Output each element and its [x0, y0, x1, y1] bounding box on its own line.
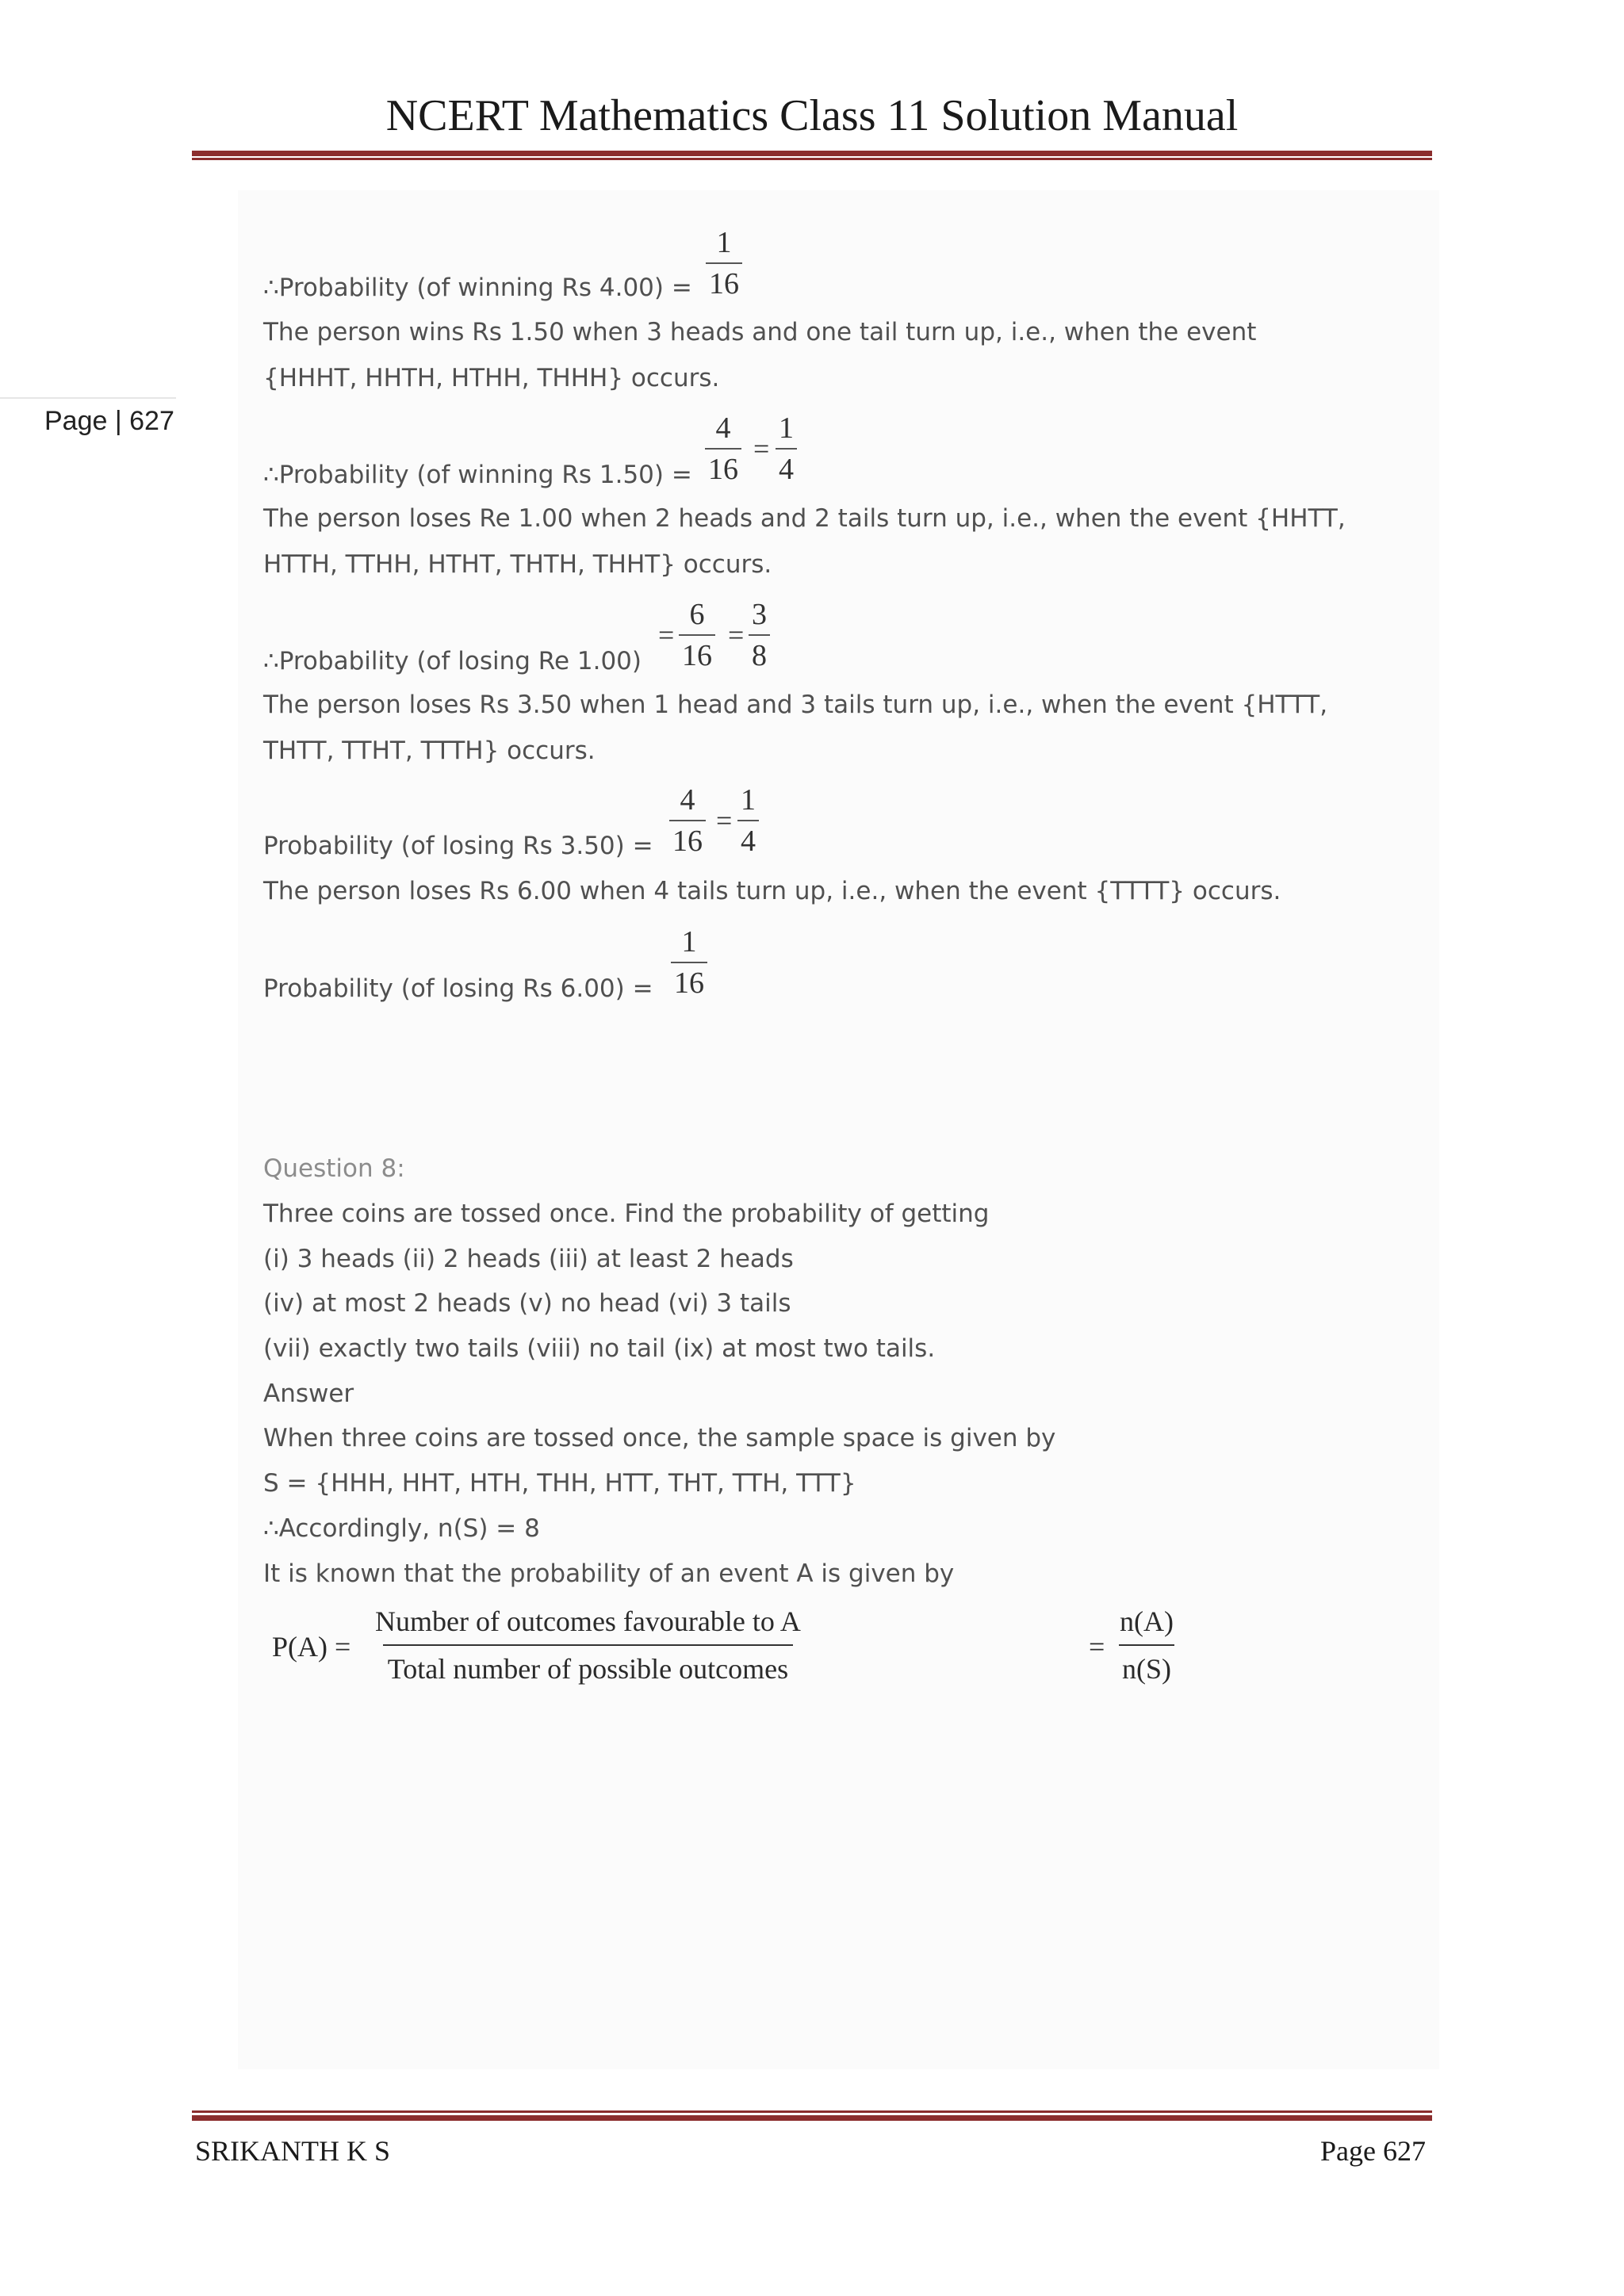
answer-label: Answer	[263, 1380, 354, 1408]
header-rule-thin	[192, 158, 1432, 160]
text-line-2: The person wins Rs 1.50 when 3 heads and one tail turn up, i.e., when the event	[263, 318, 1257, 346]
text-line-11: The person loses Rs 6.00 when 4 tails turn up, i.e., when the event {TTTT} occurs.	[263, 877, 1281, 905]
equals-sign-2: =	[753, 433, 770, 465]
answer-line-3: ∴Accordingly, n(S) = 8	[263, 1514, 540, 1543]
probability-line-1: ∴Probability (of winning Rs 4.00) =	[263, 274, 692, 302]
fraction-2a-numerator: 4	[715, 411, 731, 445]
equals-sign-3b: =	[728, 619, 745, 651]
fraction-3a-numerator: 6	[689, 598, 705, 631]
fraction-1	[706, 228, 742, 299]
fraction-3b-denominator: 8	[749, 634, 770, 671]
formula-fraction-2	[1116, 1605, 1177, 1686]
text-line-5: The person loses Re 1.00 when 2 heads and 2 tails turn up, i.e., when the event {HHTT,	[263, 504, 1346, 533]
footer-rule-thick	[192, 2115, 1432, 2121]
side-page-rule	[0, 397, 176, 399]
fraction-4a-denominator: 16	[669, 820, 706, 856]
fraction-3b	[749, 599, 770, 671]
answer-line-4: It is known that the probability of an event A is given by	[263, 1559, 955, 1588]
probability-line-2: ∴Probability (of winning Rs 1.50) =	[263, 461, 692, 489]
fraction-5-denominator: 16	[671, 962, 707, 998]
page-header-title: NCERT Mathematics Class 11 Solution Manual	[385, 91, 1239, 140]
answer-line-1: When three coins are tossed once, the sample space is given by	[263, 1424, 1056, 1452]
equals-sign-3a: =	[658, 619, 675, 651]
footer-page-number: Page 627	[1320, 2135, 1426, 2167]
fraction-4a	[669, 785, 706, 856]
fraction-2b	[776, 413, 797, 484]
fraction-1-numerator: 1	[716, 226, 732, 259]
equals-sign-4: =	[716, 805, 733, 836]
formula-denominator-1: Total number of possible outcomes	[383, 1644, 793, 1686]
fraction-4b-denominator: 4	[737, 820, 759, 856]
probability-line-3: ∴Probability (of losing Re 1.00)	[263, 647, 642, 675]
text-line-6: HTTH, TTHH, HTHT, THTH, THHT} occurs.	[263, 550, 772, 579]
answer-line-2: S = {HHH, HHT, HTH, THH, HTT, THT, TTH, TTT}	[263, 1469, 856, 1498]
formula-fraction-1	[370, 1605, 806, 1686]
question-line-4: (vii) exactly two tails (viii) no tail (ix) at most two tails.	[263, 1334, 936, 1363]
fraction-3b-numerator: 3	[752, 598, 767, 631]
probability-line-4: Probability (of losing Rs 3.50) =	[263, 832, 653, 860]
fraction-2a-denominator: 16	[705, 448, 741, 484]
fraction-2b-numerator: 1	[779, 411, 794, 445]
fraction-1-denominator: 16	[706, 262, 742, 299]
fraction-4a-numerator: 4	[680, 783, 695, 817]
formula-equals: =	[1089, 1631, 1105, 1663]
fraction-4b-numerator: 1	[741, 783, 756, 817]
fraction-5	[671, 927, 707, 998]
fraction-3a-denominator: 16	[679, 634, 715, 671]
formula-denominator-2: n(S)	[1119, 1644, 1174, 1686]
formula-lhs: P(A) =	[272, 1631, 351, 1663]
formula-numerator-2: n(A)	[1120, 1605, 1174, 1637]
footer-author: SRIKANTH K S	[195, 2135, 391, 2167]
fraction-2a	[705, 413, 741, 484]
question-line-1: Three coins are tossed once. Find the probability of getting	[263, 1200, 990, 1228]
header-rule-thick	[192, 151, 1432, 156]
formula-numerator-1: Number of outcomes favourable to A	[375, 1605, 801, 1637]
side-page-label: Page | 627	[44, 406, 174, 436]
text-line-3: {HHHT, HHTH, HTHH, THHH} occurs.	[263, 364, 720, 392]
question-line-3: (iv) at most 2 heads (v) no head (vi) 3 tails	[263, 1289, 791, 1318]
footer-rule-thin	[192, 2110, 1432, 2113]
question-line-2: (i) 3 heads (ii) 2 heads (iii) at least 2 heads	[263, 1245, 794, 1273]
text-line-8: The person loses Rs 3.50 when 1 head and 3 tails turn up, i.e., when the event {HTTT,	[263, 691, 1328, 719]
question-title: Question 8:	[263, 1154, 405, 1183]
text-line-9: THTT, TTHT, TTTH} occurs.	[263, 737, 596, 765]
probability-line-5: Probability (of losing Rs 6.00) =	[263, 974, 653, 1003]
fraction-3a	[679, 599, 715, 671]
fraction-2b-denominator: 4	[776, 448, 797, 484]
fraction-4b	[737, 785, 759, 856]
fraction-5-numerator: 1	[681, 925, 697, 959]
